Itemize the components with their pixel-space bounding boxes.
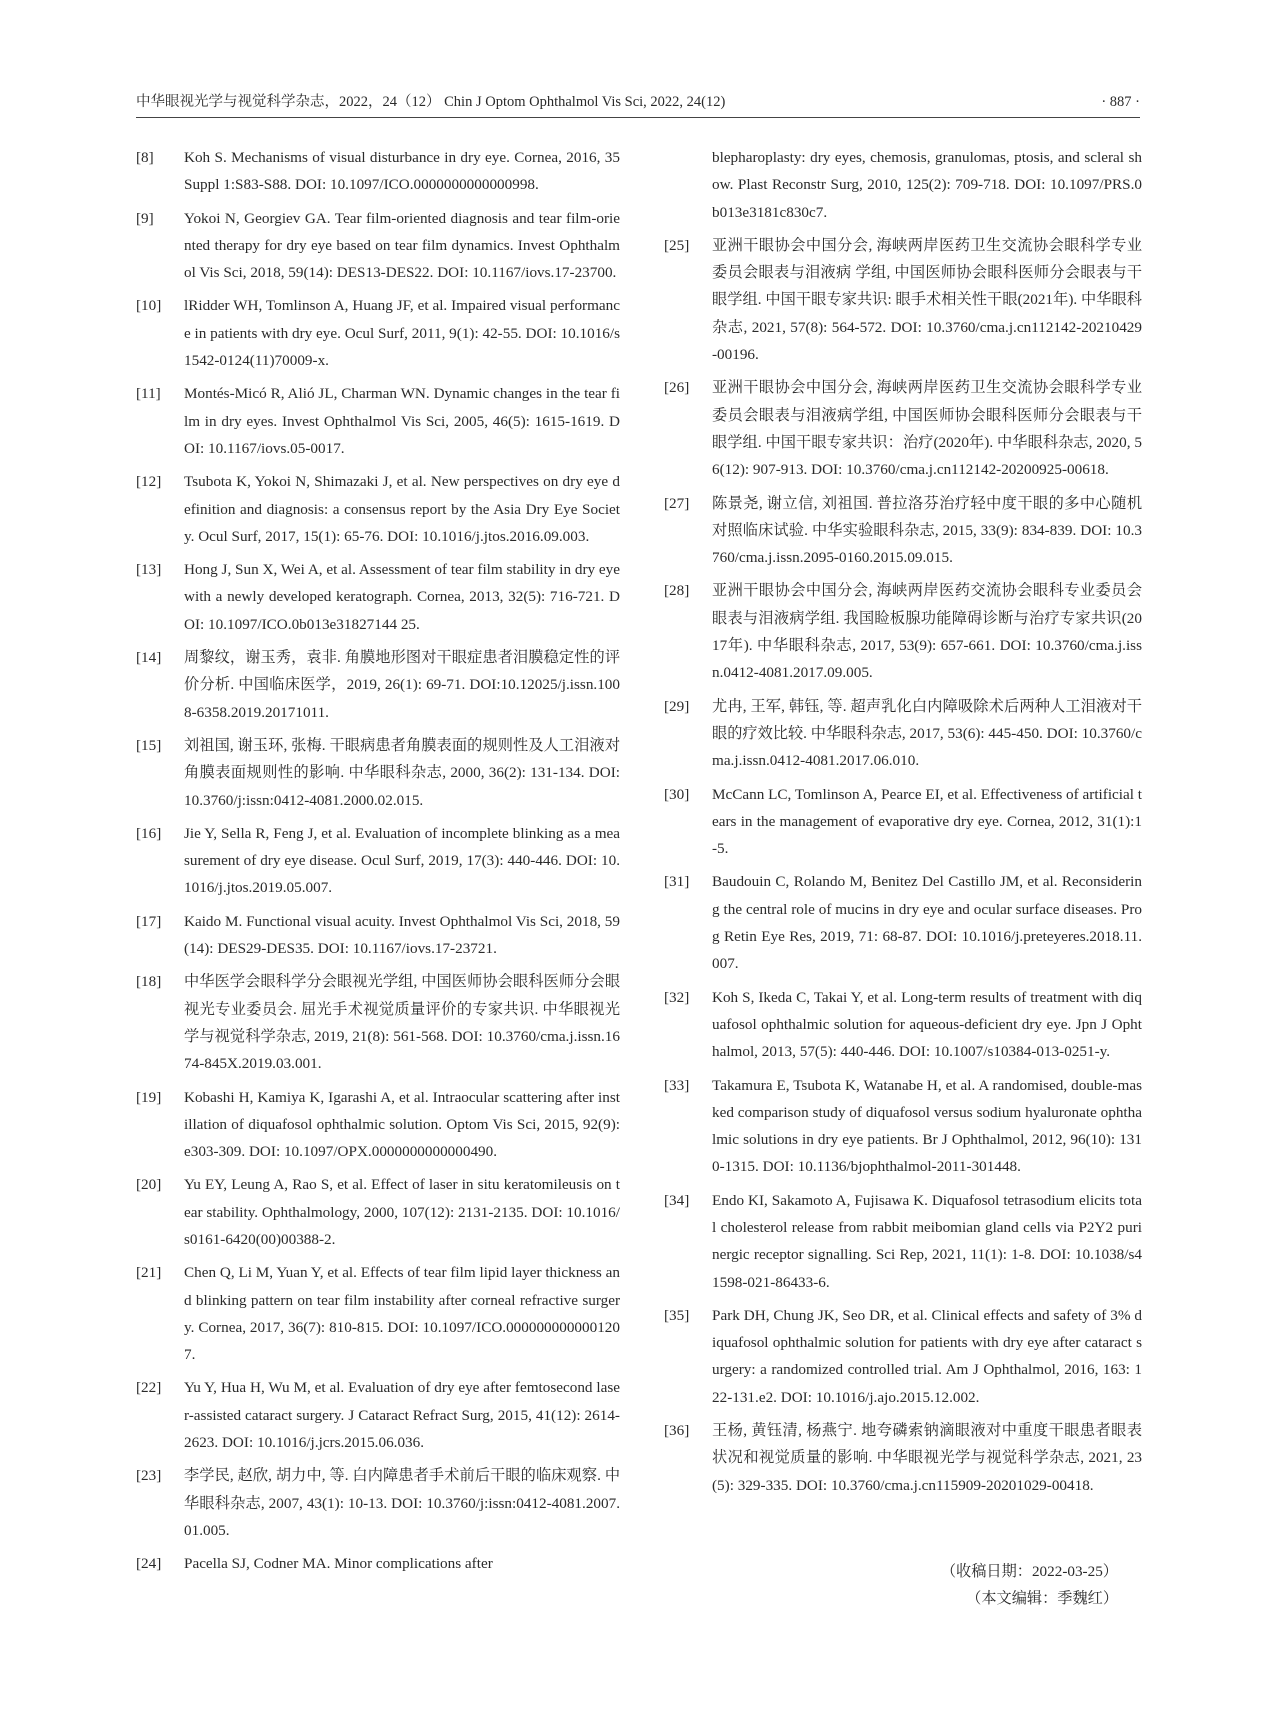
reference-item (664, 577, 1142, 686)
reference-text: Yokoi N, Georgiev GA. Tear film-oriented diagnosis and tear film-oriented therapy for dry eye based on tear film dynamics. Invest Ophthalmol Vis Sci, 2018, 59(14): DES13-DES22. DOI: 10.1167/iovs.17-23700. (184, 209, 620, 282)
reference-number: [12] (136, 473, 162, 491)
header-divider (136, 117, 1140, 118)
reference-number: [13] (136, 561, 162, 579)
reference-item (664, 984, 1142, 1066)
reference-text: Baudouin C, Rolando M, Benitez Del Castillo JM, et al. Reconsidering the central role of mucins in dry eye and ocular surface diseases. Prog Retin Eye Res, 2019, 71: 68-87. DOI: 10.1016/j.preteyeres.2018.11.007. (712, 873, 1142, 973)
reference-number: [25] (664, 236, 690, 254)
reference-item (664, 781, 1142, 863)
reference-item (664, 1187, 1142, 1296)
reference-item (136, 1462, 620, 1544)
reference-item (136, 1171, 620, 1253)
reference-column-left (136, 144, 620, 1584)
reference-text: Tsubota K, Yokoi N, Shimazaki J, et al. New perspectives on dry eye definition and diagnosis: a consensus report by the Asia Dry Eye Society. Ocul Surf, 2017, 15(1): 65-76. DOI: 10.1016/j.jtos.2016.09.003. (184, 473, 620, 545)
reference-text: Chen Q, Li M, Yuan Y, et al. Effects of tear film lipid layer thickness and blinking pattern on tear film instability after corneal refractive surgery. Cornea, 2017, 36(7): 810-815. DOI: 10.1097/ICO.0000000000001207. (184, 1264, 620, 1364)
reference-continuation (664, 144, 1142, 226)
reference-number: [8] (136, 149, 154, 166)
reference-number: [34] (664, 1191, 690, 1209)
reference-text: Jie Y, Sella R, Feng J, et al. Evaluation of incomplete blinking as a measurement of dry eye disease. Ocul Surf, 2019, 17(3): 440-446. DOI: 10.1016/j.jtos.2019.05.007. (184, 824, 620, 897)
reference-text: 中华医学会眼科学分会眼视光学组, 中国医师协会眼科医师分会眼视光专业委员会. 屈光手术视觉质量评价的专家共识. 中华眼视光学与视觉科学杂志, 2019, 21(8): 561-568. DOI: 10.3760/cma.j.issn.1674-845X.2019.03.001. (184, 973, 620, 1073)
reference-text: Montés-Micó R, Alió JL, Charman WN. Dynamic changes in the tear film in dry eyes. Invest Ophthalmol Vis Sci, 2005, 46(5): 1615-1619. DOI: 10.1167/iovs.05-0017. (184, 385, 620, 457)
reference-text: lRidder WH, Tomlinson A, Huang JF, et al. Impaired visual performance in patients with dry eye. Ocul Surf, 2011, 9(1): 42-55. DOI: 10.1016/s1542-0124(11)70009-x. (184, 297, 621, 370)
reference-number: [31] (664, 873, 690, 891)
reference-item (664, 693, 1142, 775)
reference-item (664, 490, 1142, 572)
reference-text: 周黎纹，谢玉秀，袁非. 角膜地形图对干眼症患者泪膜稳定性的评价分析. 中国临床医学，2019, 26(1): 69-71. DOI:10.12025/j.issn.1008-6358.2019.20171011. (184, 649, 620, 721)
reference-text: Kobashi H, Kamiya K, Igarashi A, et al. Intraocular scattering after instillation of diquafosol ophthalmic solution. Optom Vis Sci, 2015, 92(9): e303-309. DOI: 10.1097/OPX.0000000000000490. (184, 1088, 620, 1161)
page-header (136, 91, 1140, 115)
reference-text: Park DH, Chung JK, Seo DR, et al. Clinical effects and safety of 3% diquafosol ophthalmic solution for patients with dry eye after cataract surgery: a randomized controlled trial. Am J Ophthalmol, 2016, 163: 122-131.e2. DOI: 10.1016/j.ajo.2015.12.002. (712, 1306, 1142, 1406)
reference-number: [35] (664, 1306, 690, 1324)
reference-number: [26] (664, 379, 690, 397)
reference-item (664, 232, 1142, 368)
reference-number: [18] (136, 973, 162, 991)
page-number: · 887 · (1101, 94, 1140, 110)
reference-number: [9] (136, 209, 154, 227)
reference-item (136, 1374, 620, 1456)
reference-item (664, 1417, 1142, 1499)
reference-item (136, 556, 620, 638)
reference-number: [14] (136, 649, 162, 667)
reference-item (136, 205, 620, 287)
reference-number: [29] (664, 697, 690, 715)
reference-text: Pacella SJ, Codner MA. Minor complications after (184, 1555, 493, 1573)
reference-text: 亚洲干眼协会中国分会, 海峡两岸医药卫生交流协会眼科学专业委员会眼表与泪液病学组, 中国医师协会眼科医师分会眼表与干眼学组. 中国干眼专家共识：治疗(2020年). 中华眼科杂志, 2020, 56(12): 907-913. DOI: 10.3760/cma.j.cn112142-20200925-00618. (712, 379, 1142, 479)
reference-text: 亚洲干眼协会中国分会, 海峡两岸医药卫生交流协会眼科学专业委员会眼表与泪液病 学组, 中国医师协会眼科医师分会眼表与干眼学组. 中国干眼专家共识: 眼手术相关性干眼(2021年). 中华眼科杂志, 2021, 57(8): 564-572. DOI: 10.3760/cma.j.cn112142-20210429-00196. (712, 236, 1142, 364)
reference-text: 陈景尧, 谢立信, 刘祖国. 普拉洛芬治疗轻中度干眼的多中心随机对照临床试验. 中华实验眼科杂志, 2015, 33(9): 834-839. DOI: 10.3760/cma.j.issn.2095-0160.2015.09.015. (712, 494, 1142, 567)
reference-number: [23] (136, 1467, 162, 1485)
reference-number: [27] (664, 494, 690, 512)
reference-number: [11] (136, 385, 161, 403)
reference-item (136, 292, 620, 374)
reference-item (136, 732, 620, 814)
reference-number: [28] (664, 582, 690, 600)
reference-text: Hong J, Sun X, Wei A, et al. Assessment of tear film stability in dry eye with a newly developed keratograph. Cornea, 2013, 32(5): 716-721. DOI: 10.1097/ICO.0b013e31827144 25. (184, 561, 620, 633)
reference-item (136, 644, 620, 726)
reference-number: [21] (136, 1264, 162, 1282)
reference-item (136, 468, 620, 550)
reference-text: McCann LC, Tomlinson A, Pearce EI, et al. Effectiveness of artificial tears in the management of evaporative dry eye. Cornea, 2012, 31(1):1-5. (712, 785, 1142, 858)
reference-text: 亚洲干眼协会中国分会, 海峡两岸医药交流协会眼科专业委员会眼表与泪液病学组. 我国睑板腺功能障碍诊断与治疗专家共识(2017年). 中华眼科杂志, 2017, 53(9): 657-661. DOI: 10.3760/cma.j.issn.0412-4081.2017.09.005. (712, 582, 1142, 682)
reference-item (136, 908, 620, 963)
reference-number: [15] (136, 736, 162, 754)
reference-item (136, 380, 620, 462)
reference-number: [20] (136, 1176, 162, 1194)
reference-item (136, 968, 620, 1077)
received-date: （收稿日期：2022-03-25） (940, 1563, 1118, 1580)
reference-number: [36] (664, 1422, 690, 1440)
reference-text: 李学民, 赵欣, 胡力中, 等. 白内障患者手术前后干眼的临床观察. 中华眼科杂志, 2007, 43(1): 10-13. DOI: 10.3760/j:issn:0412-4081.2007.01.005. (184, 1467, 620, 1539)
journal-running-title: 中华眼视光学与视觉科学杂志，2022，24（12） Chin J Optom Ophthalmol Vis Sci, 2022, 24(12) (136, 94, 726, 110)
reference-text: Koh S. Mechanisms of visual disturbance in dry eye. Cornea, 2016, 35 Suppl 1:S83-S88. DOI: 10.1097/ICO.0000000000000998. (184, 149, 620, 194)
reference-column-right (664, 144, 1142, 1505)
reference-number: [33] (664, 1076, 690, 1094)
reference-item (136, 1550, 620, 1577)
reference-item (136, 1259, 620, 1368)
reference-text: 尤冉, 王军, 韩钰, 等. 超声乳化白内障吸除术后两种人工泪液对干眼的疗效比较. 中华眼科杂志, 2017, 53(6): 445-450. DOI: 10.3760/cma.j.issn.0412-4081.2017.06.010. (712, 697, 1142, 770)
reference-text: Koh S, Ikeda C, Takai Y, et al. Long-term results of treatment with diquafosol ophthalmic solution for aqueous-deficient dry eye. Jpn J Ophthalmol, 2013, 57(5): 440-446. DOI: 10.1007/s10384-013-0251-y. (712, 988, 1142, 1061)
reference-number: [16] (136, 824, 162, 842)
reference-text: Takamura E, Tsubota K, Watanabe H, et al. A randomised, double-masked comparison study of diquafosol versus sodium hyaluronate ophthalmic solutions in dry eye patients. Br J Ophthalmol, 2012, 96(10): 1310-1315. DOI: 10.1136/bjophthalmol-2011-301448. (712, 1076, 1142, 1176)
editor-note: （本文编辑：季魏红） (966, 1590, 1118, 1608)
reference-text: Yu EY, Leung A, Rao S, et al. Effect of laser in situ keratomileusis on tear stability. Ophthalmology, 2000, 107(12): 2131-2135. DOI: 10.1016/s0161-6420(00)00388-2. (184, 1176, 620, 1248)
reference-number: [19] (136, 1088, 162, 1106)
reference-number: [32] (664, 988, 690, 1006)
reference-text: 刘祖国, 谢玉环, 张梅. 干眼病患者角膜表面的规则性及人工泪液对角膜表面规则性的影响. 中华眼科杂志, 2000, 36(2): 131-134. DOI: 10.3760/j:issn:0412-4081.2000.02.015. (184, 736, 620, 809)
reference-text: Yu Y, Hua H, Wu M, et al. Evaluation of dry eye after femtosecond laser-assisted cataract surgery. J Cataract Refract Surg, 2015, 41(12): 2614-2623. DOI: 10.1016/j.jcrs.2015.06.036. (184, 1379, 620, 1452)
reference-item (136, 144, 620, 199)
reference-item (664, 868, 1142, 977)
reference-item (664, 374, 1142, 483)
reference-text: blepharoplasty: dry eyes, chemosis, granulomas, ptosis, and scleral show. Plast Reconstr Surg, 2010, 125(2): 709-718. DOI: 10.1097/PRS.0b013e3181c830c7. (712, 149, 1142, 221)
reference-item (136, 1084, 620, 1166)
reference-text: Endo KI, Sakamoto A, Fujisawa K. Diquafosol tetrasodium elicits total cholesterol release from rabbit meibomian gland cells via P2Y2 purinergic receptor signalling. Sci Rep, 2021, 11(1): 1-8. DOI: 10.1038/s41598-021-86433-6. (712, 1191, 1142, 1291)
reference-item (664, 1302, 1142, 1411)
reference-item (136, 820, 620, 902)
article-footer (664, 1558, 1142, 1613)
reference-text: 王杨, 黄钰清, 杨燕宁. 地夸磷索钠滴眼液对中重度干眼患者眼表状况和视觉质量的影响. 中华眼视光学与视觉科学杂志, 2021, 23(5): 329-335. DOI: 10.3760/cma.j.cn115909-20201029-00418. (712, 1422, 1142, 1494)
reference-number: [10] (136, 297, 162, 315)
reference-text: Kaido M. Functional visual acuity. Invest Ophthalmol Vis Sci, 2018, 59(14): DES29-DES35. DOI: 10.1167/iovs.17-23721. (184, 912, 620, 958)
reference-number: [24] (136, 1555, 162, 1573)
reference-number: [30] (664, 785, 690, 803)
reference-number: [22] (136, 1379, 162, 1397)
reference-number: [17] (136, 912, 162, 930)
reference-item (664, 1072, 1142, 1181)
